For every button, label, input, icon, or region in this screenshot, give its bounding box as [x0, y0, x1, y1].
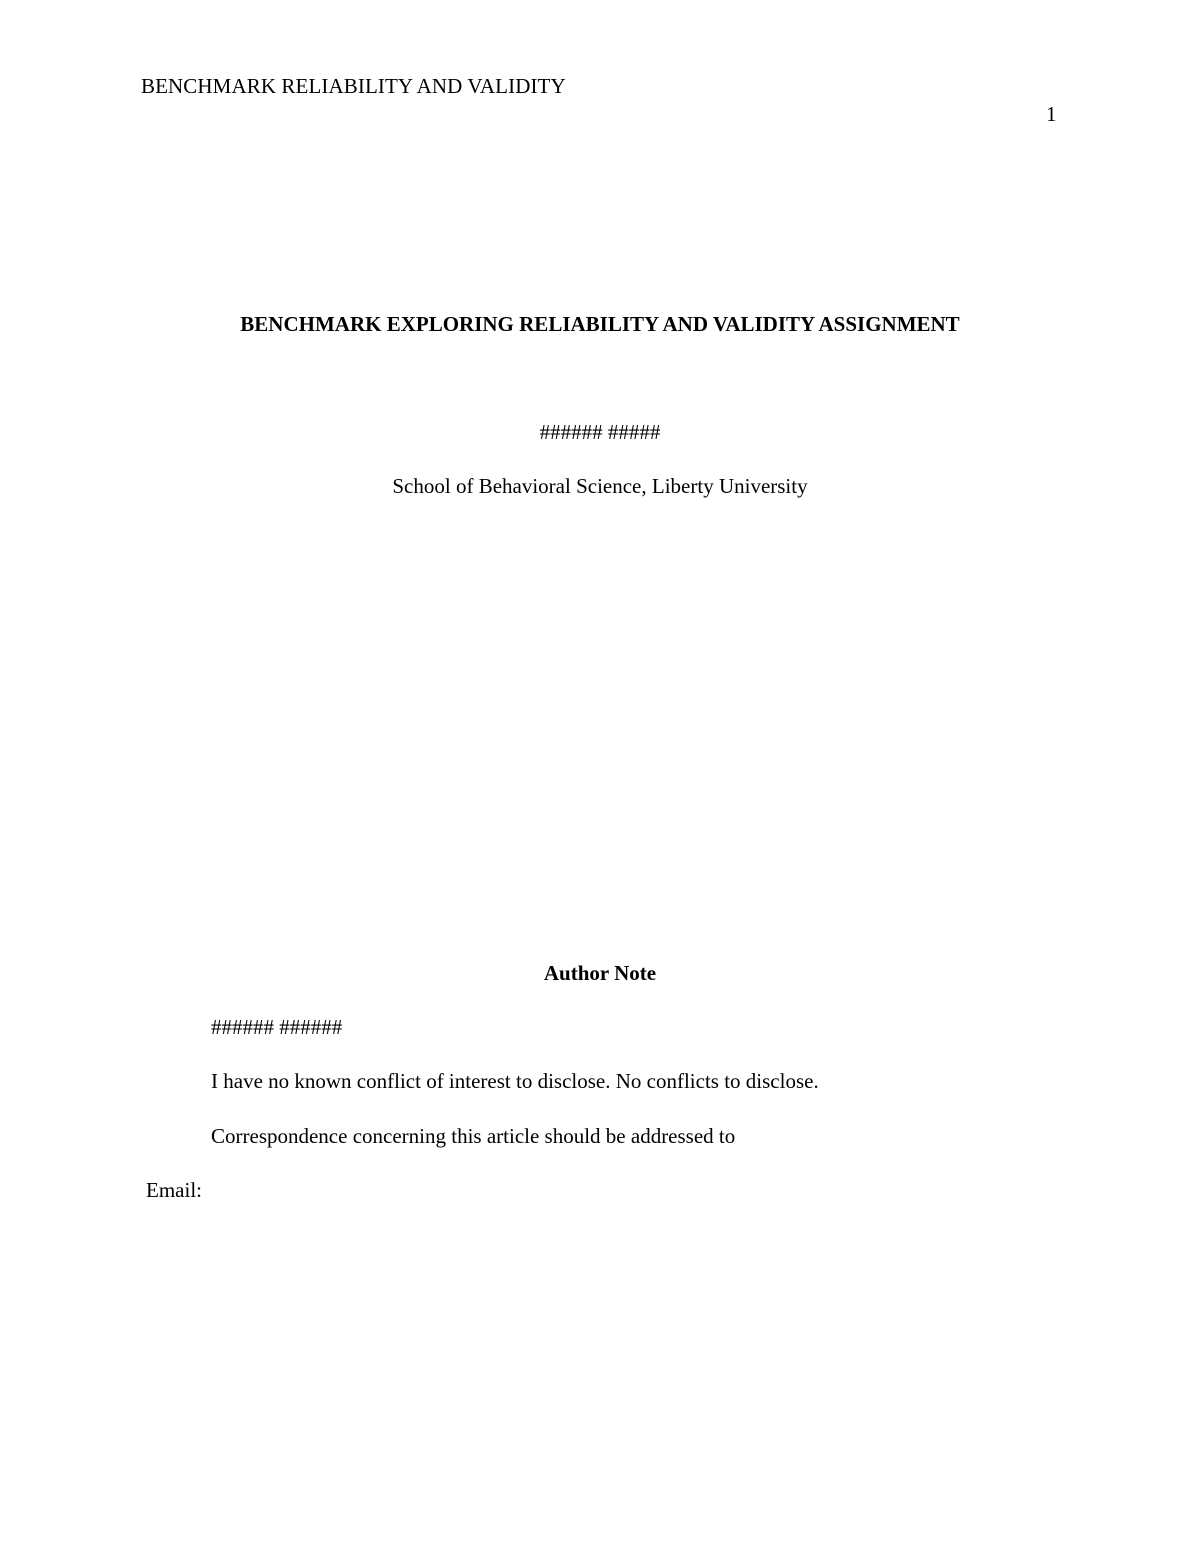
author-affiliation: School of Behavioral Science, Liberty University [392, 474, 808, 498]
correspondence-statement: Correspondence concerning this article should be addressed to [211, 1124, 736, 1148]
paper-title: BENCHMARK EXPLORING RELIABILITY AND VALIDITY ASSIGNMENT [240, 312, 960, 336]
conflict-of-interest-statement: I have no known conflict of interest to disclose. No conflicts to disclose. [211, 1069, 819, 1093]
author-note-heading: Author Note [543, 961, 657, 985]
email-line: Email: [146, 1178, 202, 1202]
page-number: 1 [1046, 102, 1057, 126]
running-head: BENCHMARK RELIABILITY AND VALIDITY [141, 74, 566, 98]
author-note-orcid: ###### ###### [211, 1015, 343, 1039]
author-name: ###### ##### [539, 420, 661, 444]
